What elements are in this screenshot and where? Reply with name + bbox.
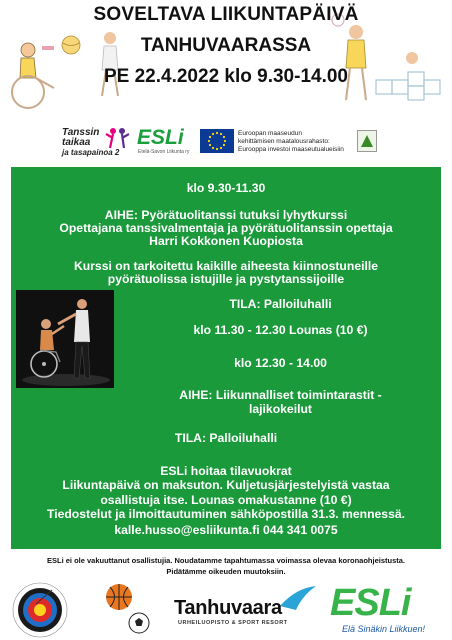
esli-logo-large: ESLi [330,582,411,624]
disclaimer-line2: Pidätämme oikeuden muutoksiin. [166,567,286,576]
logo-text-line: ja tasapainoa 2 [62,148,120,157]
session1-venue: TILA: Palloiluhalli [229,297,332,311]
info-rent: ESLi hoitaa tilavuokrat [160,464,292,478]
soccer-ball-icon [128,612,150,634]
course-target-line1: Kurssi on tarkoitettu kaikille aiheesta kiinnostuneille [73,259,379,273]
eu-funding-text [238,130,344,154]
leader-logo-icon [357,130,377,152]
logo-text-line: Tanssin [62,127,100,138]
session2-topic-line2: lajikokeilut [249,402,312,416]
poster-title: SOVELTAVA LIIKUNTAPÄIVÄ [93,4,359,25]
esli-logo-small: ESLi [137,126,184,149]
tanhuvaara-logo: Tanhuvaara [174,597,282,619]
session1-topic: AIHE: Pyörätuolitanssi tutuksi lyhytkurssi [104,208,348,222]
poster-date-time: PE 22.4.2022 klo 9.30-14.00 [103,66,348,87]
bottom-logos [0,578,452,640]
tanhuvaara-swoosh-icon [276,582,318,612]
esli-logo-small-subtitle: Etelä-Savon Liikunta ry [138,149,190,155]
dancer-figure-icon [104,126,130,154]
eu-text-line: Euroopan maaseudun [238,130,302,137]
eu-text-line: Eurooppa investoi maaseutualueisiin [238,146,344,153]
session2-topic-line1: AIHE: Liikunnalliset toimintarastit - [179,388,382,402]
info-lunch: osallistuja itse. Lounas omakustanne (10 €) [100,493,352,507]
eu-text-line: kehittämisen maatalousrahasto: [238,138,330,145]
info-free: Liikuntapäivä on maksuton. Kuljetusjärjestelyistä vastaa [62,478,390,492]
session2-venue: TILA: Palloiluhalli [174,431,278,445]
wheelchair-dance-photo [16,290,114,388]
course-target-line2: pyörätuolissa istujille ja pystytanssijoille [107,272,345,286]
contact-info: kalle.husso@esliikunta.fi 044 341 0075 [114,523,338,537]
lunch-time: klo 11.30 - 12.30 Lounas (10 €) [193,323,368,337]
session1-time: klo 9.30-11.30 [186,181,266,195]
session1-teacher-line1: Opettajana tanssivalmentaja ja pyörätuolitanssin opettaja [59,221,393,235]
disclaimer-line1: ESLi ei ole vakuuttanut osallistujia. Noudatamme tapahtumassa voimassa olevaa koronaohjeistusta. [46,556,406,565]
session2-time: klo 12.30 - 14.00 [234,356,327,370]
poster-location: TANHUVAARASSA [140,35,312,56]
eu-flag-icon [200,129,234,153]
tanhuvaara-subtitle: URHEILUOPISTO & SPORT RESORT [178,620,288,626]
esli-tagline: Elä Sinäkin Liikkuen! [342,624,426,634]
archery-target-icon [12,582,68,638]
sponsor-logos [0,124,452,160]
poster-header [0,0,452,112]
logo-text-line: taikaa [62,137,91,148]
info-registration: Tiedostelut ja ilmoittautuminen sähköpostilla 31.3. mennessä. [46,507,406,521]
session1-teacher-line2: Harri Kokkonen Kuopiosta [149,234,303,248]
basketball-icon [104,582,134,612]
